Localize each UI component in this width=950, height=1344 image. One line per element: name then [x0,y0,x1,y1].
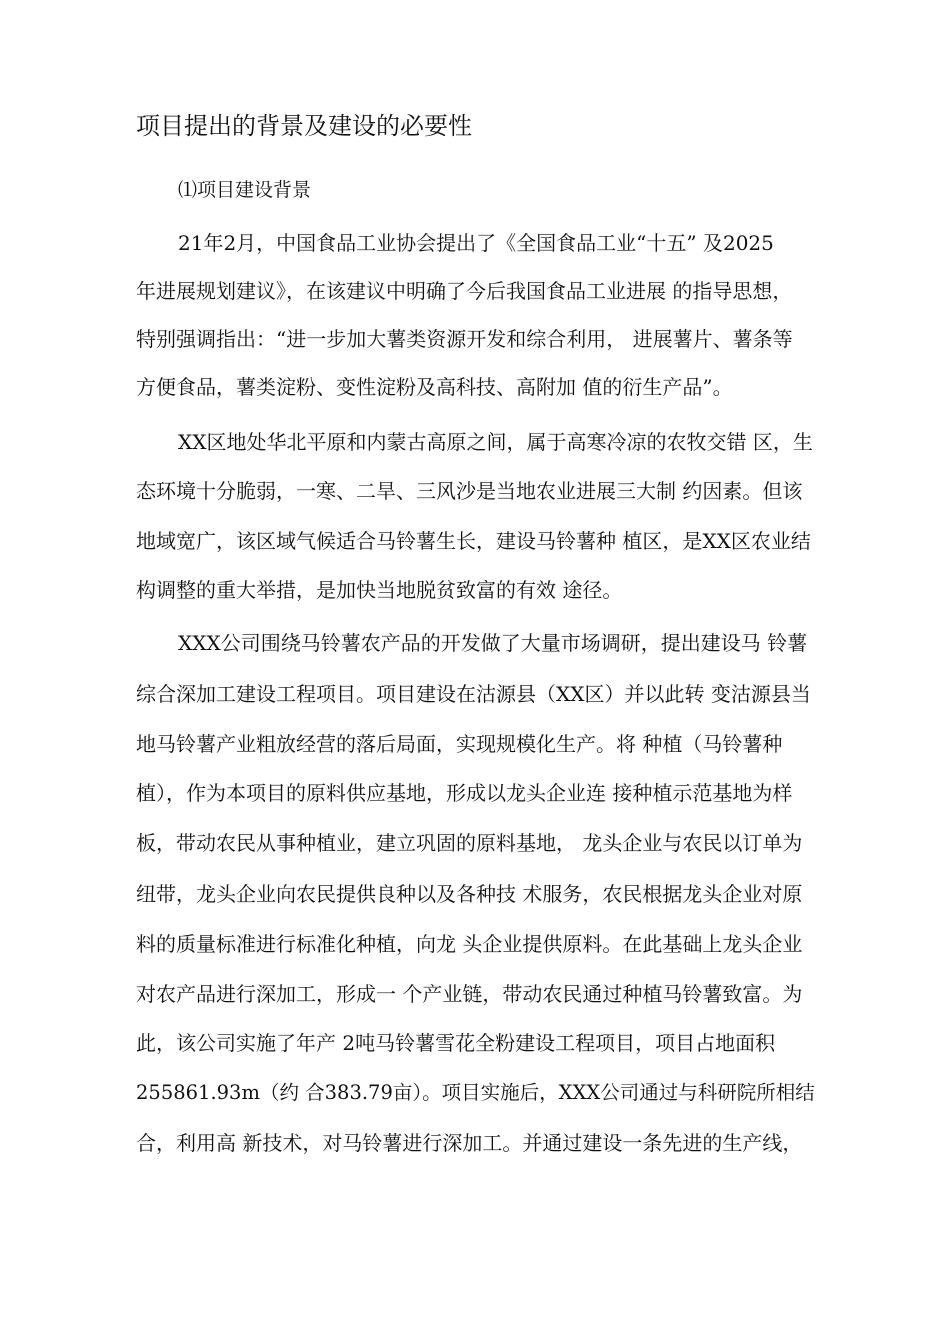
document-title: 项目提出的背景及建设的必要性 [136,112,472,140]
section-heading: ⑴项目建设背景 [178,179,312,201]
paragraph-1-line: 年进展规划建议》，在该建议中明确了今后我国食品工业进展 的指导思想， [136,279,793,303]
paragraph-3-line: 综合深加工建设工程项目。项目建设在沽源县（XX区）并以此转 变沽源县当 [136,682,811,706]
paragraph-1-line: 21年2月，中国食品工业协会提出了《全国食品工业“十五” 及2025 [178,231,774,255]
paragraph-2-line: 构调整的重大举措，是加快当地脱贫致富的有效 途径。 [136,578,623,602]
paragraph-3-line: 料的质量标准进行标准化种植，向龙 头企业提供原料。在此基础上龙头企业 [136,932,803,956]
paragraph-3-line: XXX公司围绕马铃薯农产品的开发做了大量市场调研，提出建设马 铃薯 [178,631,808,655]
paragraph-1-line: 方便食品，薯类淀粉、变性淀粉及高科技、高附加 值的衍生产品”。 [136,375,733,399]
paragraph-3-line: 255861.93m（约 合383.79亩）。项目实施后，XXX公司通过与科研院所相结 [136,1081,815,1104]
paragraph-3-line: 合，利用高 新技术，对马铃薯进行深加工。并通过建设一条先进的生产线， [136,1131,803,1155]
paragraph-3-line: 地马铃薯产业粗放经营的落后局面，实现规模化生产。将 种植（马铃薯种 [136,732,783,756]
paragraph-3-line: 对农产品进行深加工，形成一 个产业链，带动农民通过种植马铃薯致富。为 [136,982,803,1006]
paragraph-2-line: XX区地处华北平原和内蒙古高原之间，属于高寒冷凉的农牧交错 区，生 [178,430,813,454]
paragraph-3-line: 板，带动农民从事种植业，建立巩固的原料基地， 龙头企业与农民以订单为 [136,831,803,855]
paragraph-1-line: 特别强调指出：“进一步加大薯类资源开发和综合利用， 进展薯片、薯条等 [136,327,793,351]
paragraph-3-line: 纽带，龙头企业向农民提供良种以及各种技 术服务，农民根据龙头企业对原 [136,882,803,906]
paragraph-2-line: 地域宽广，该区域气候适合马铃薯生长，建设马铃薯种 植区，是XX区农业结 [136,529,811,553]
paragraph-2-line: 态环境十分脆弱，一寒、二旱、三风沙是当地农业进展三大制 约因素。但该 [136,479,803,503]
paragraph-3-line: 此，该公司实施了年产 2吨马铃薯雪花全粉建设工程项目，项目占地面积 [136,1031,776,1055]
paragraph-3-line: 植），作为本项目的原料供应基地，形成以龙头企业连 接种植示范基地为样 [136,781,793,805]
